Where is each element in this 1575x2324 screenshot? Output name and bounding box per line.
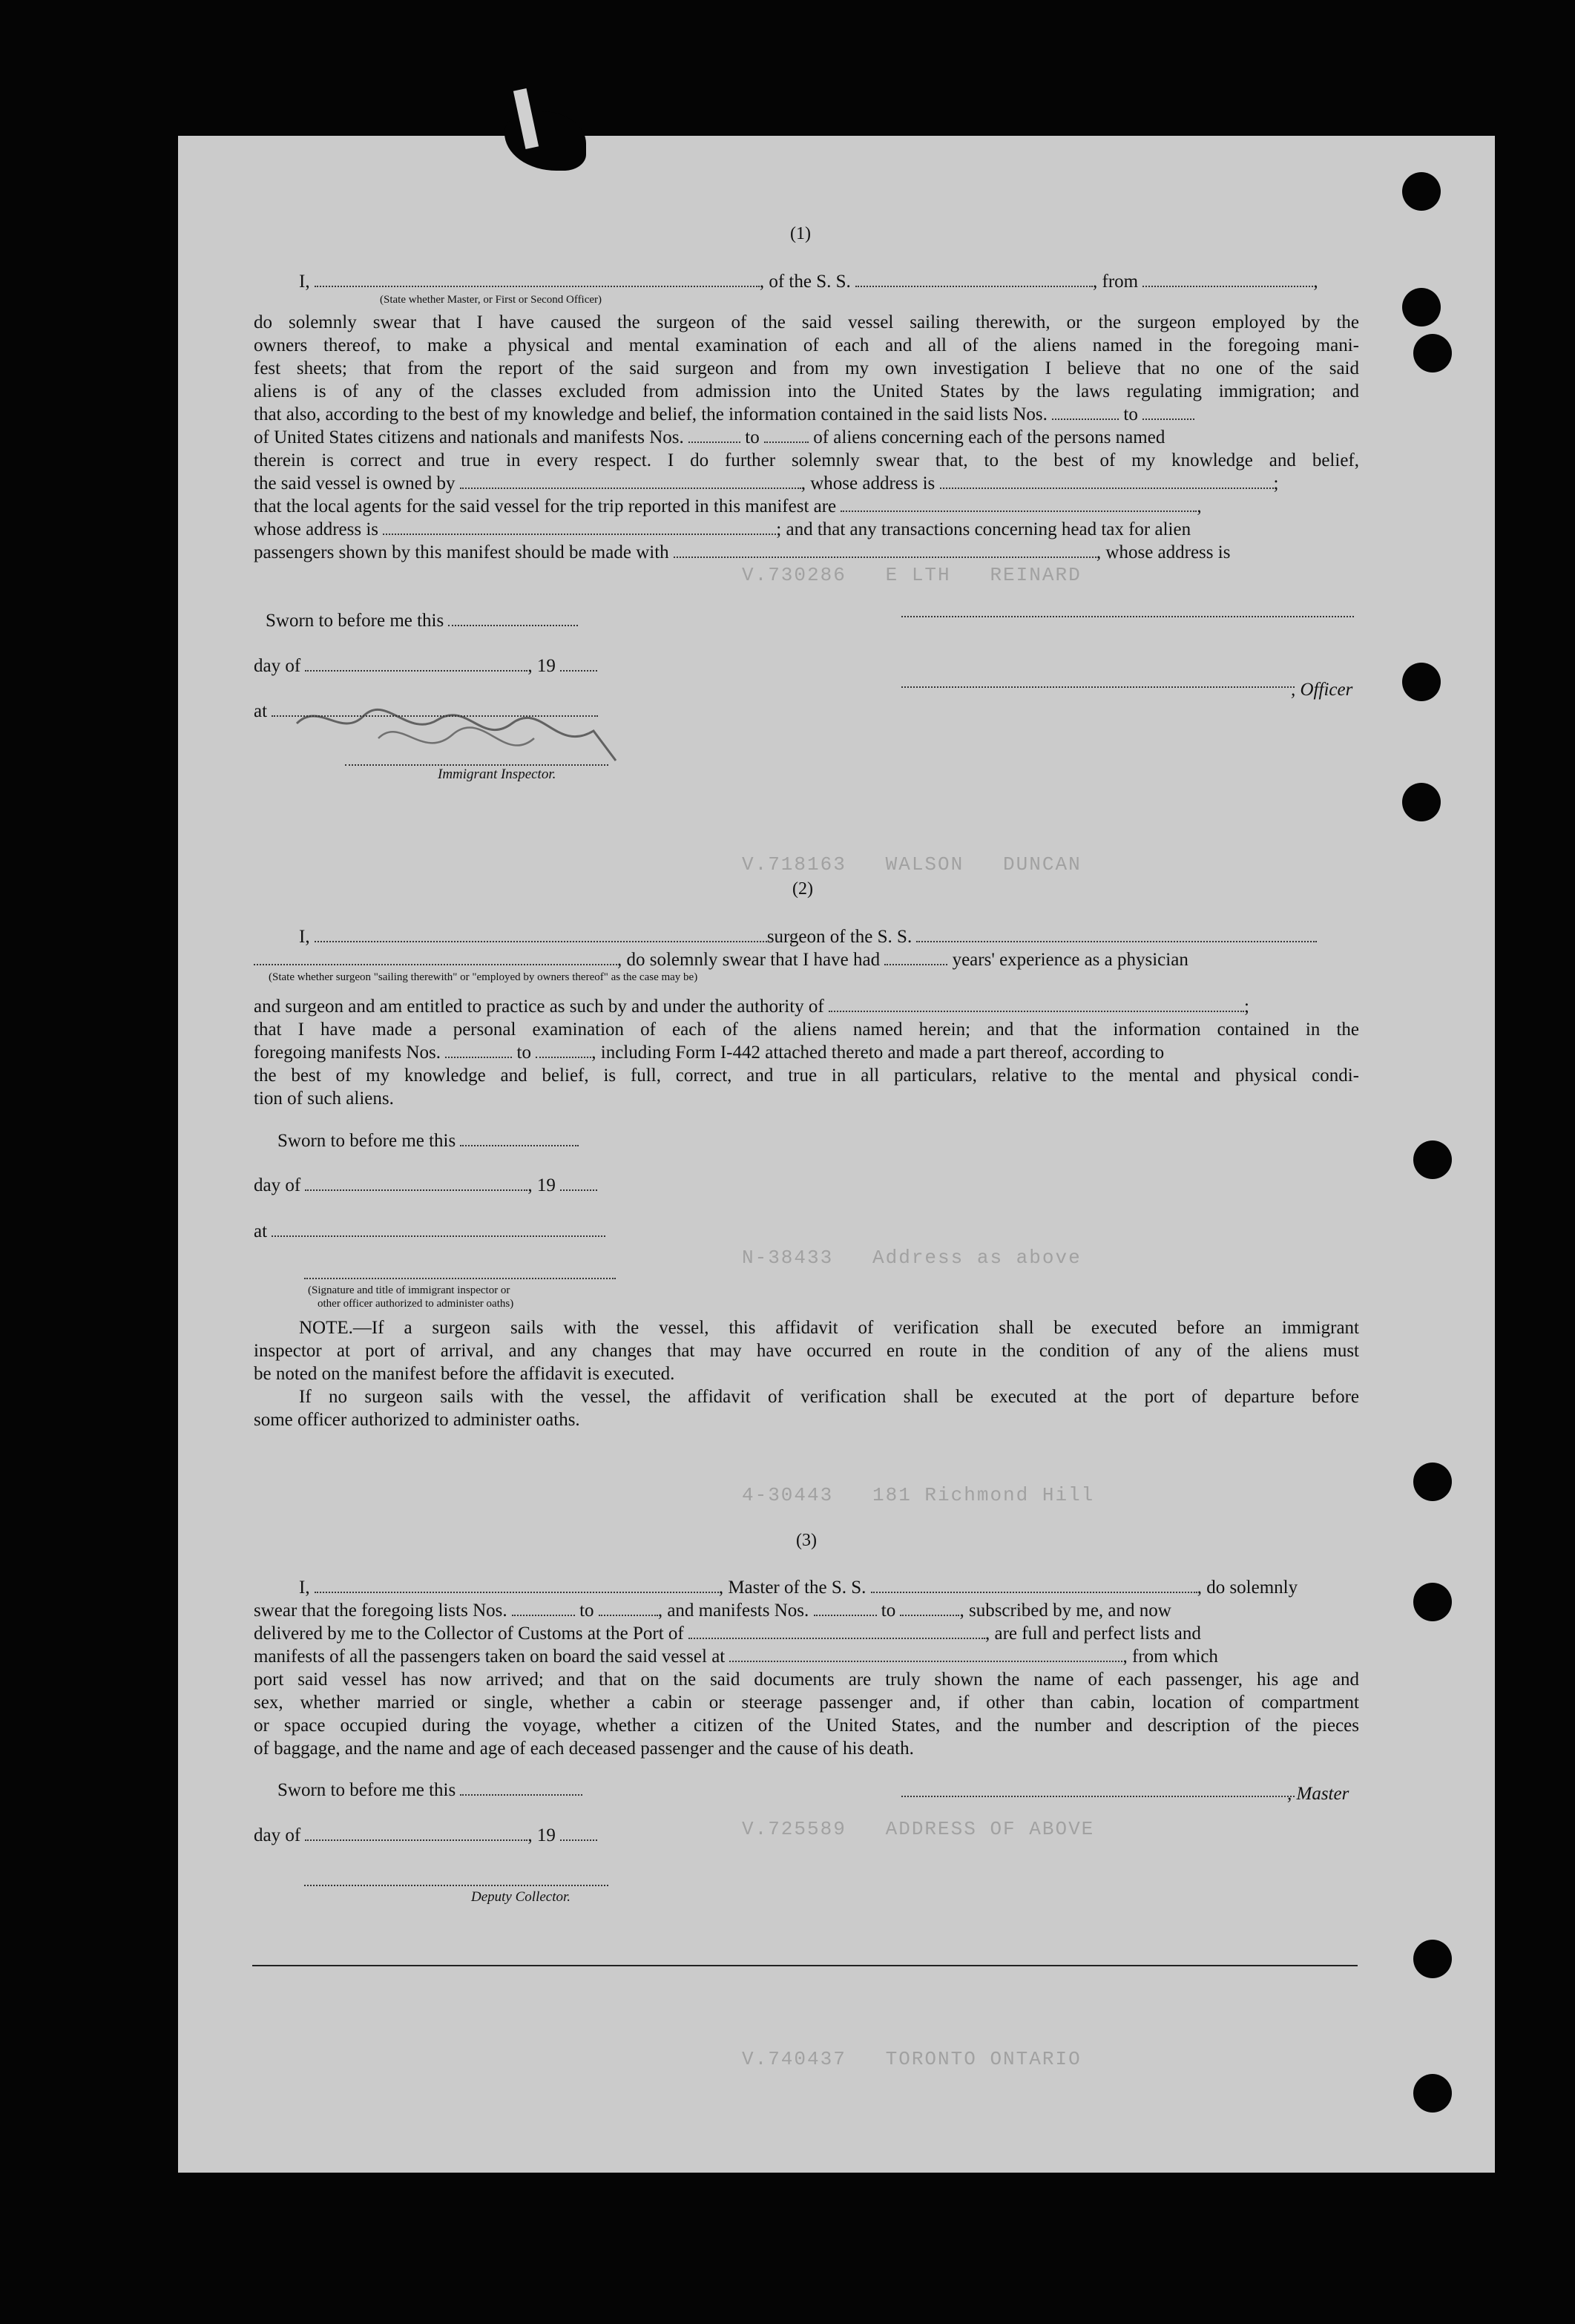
section-2-at-line	[254, 1221, 605, 1243]
section-2-years-text: years' experience as a physician	[952, 950, 1188, 970]
section-1-owner-line	[254, 473, 1278, 495]
bottom-rule	[252, 1965, 1358, 1966]
section-2-manifests-text: foregoing manifests Nos.	[254, 1043, 441, 1063]
section-2-form-line	[254, 1042, 1164, 1064]
section-2-authority-line	[254, 996, 1249, 1018]
section-2-at: at	[254, 1221, 268, 1241]
section-3-to: to	[579, 1601, 594, 1621]
section-1-para-line: fest sheets; that from the report of the said surgeon and from my own investigation I believe that no one of the said	[254, 358, 1359, 378]
section-1-number: (1)	[790, 224, 811, 243]
section-3-port-text: delivered by me to the Collector of Customs at the Port of	[254, 1624, 684, 1644]
inspector-signature	[289, 694, 631, 775]
section-1-i: I,	[299, 272, 310, 292]
section-2-note-line: NOTE.—If a surgeon sails with the vessel, this affidavit of verification shall be executed before an immigrant	[299, 1318, 1359, 1338]
section-1-year: , 19	[527, 656, 556, 676]
section-2-sworn-text: Sworn to before me this	[277, 1131, 456, 1151]
section-2-i: I,	[299, 927, 310, 947]
section-3-port-line	[254, 1623, 1201, 1645]
section-1-day-line	[254, 655, 597, 677]
section-1-sworn-text: Sworn to before me this	[266, 611, 444, 631]
section-2-signature-line	[304, 1278, 616, 1279]
section-1-agents-line	[254, 496, 1202, 518]
section-1-sworn-line	[266, 610, 578, 632]
punch-hole	[1413, 1140, 1452, 1179]
section-2-swear-text: , do solemnly swear that I have had	[617, 950, 881, 970]
section-1-officer-label: , Officer	[1291, 680, 1353, 700]
section-2-sig-hint-2: other officer authorized to administer oaths)	[318, 1298, 514, 1310]
section-3-lists-line	[254, 1600, 1171, 1622]
section-1-owner-label: the said vessel is owned by	[254, 473, 456, 493]
section-3-day-of: day of	[254, 1825, 301, 1845]
section-1-lists-text: that also, according to the best of my knowledge and belief, the information contained in the said lists Nos.	[254, 404, 1048, 424]
section-1-manifests-line	[254, 427, 1165, 449]
section-1-agents-label: that the local agents for the said vessel for the trip reported in this manifest are	[254, 496, 837, 516]
section-3-para-line: port said vessel has now arrived; and that on the said documents are truly shown the name of each passenger, his age and	[254, 1670, 1359, 1690]
section-3-vessel-line	[254, 1646, 1218, 1668]
section-1-day-of: day of	[254, 656, 301, 676]
section-1-at: at	[254, 701, 268, 721]
section-1-para-line: do solemnly swear that I have caused the surgeon of the said vessel sailing therewith, or the surgeon employed by the	[254, 312, 1359, 332]
section-1-to: to	[1123, 404, 1138, 424]
punch-hole	[1413, 1463, 1452, 1501]
section-3-manifests-text: , and manifests Nos.	[657, 1601, 809, 1621]
section-1-inspector-signature-line	[345, 764, 608, 766]
section-3-subscribed-text: , subscribed by me, and now	[959, 1601, 1171, 1621]
section-1-from-label: , from	[1093, 272, 1139, 292]
section-3-perfect-lists-text: , are full and perfect lists and	[985, 1624, 1201, 1644]
section-3-sworn-text: Sworn to before me this	[277, 1780, 456, 1800]
section-1-para-line: owners thereof, to make a physical and mental examination of each and all of the aliens named in the foregoing mani-	[254, 335, 1359, 355]
section-1-head-tax-line	[254, 542, 1230, 564]
section-2-year: , 19	[527, 1175, 556, 1195]
punch-hole	[1402, 288, 1441, 326]
section-2-note-line: some officer authorized to administer oaths.	[254, 1410, 580, 1430]
section-1-semicolon: ;	[1273, 473, 1279, 493]
section-3-i: I,	[299, 1578, 310, 1598]
section-3-para-line: sex, whether married or single, whether a cabin or steerage passenger and, if other than cabin, location of compartment	[254, 1693, 1359, 1713]
bleed-through-text: V.740437 TORONTO ONTARIO	[742, 2048, 1082, 2070]
punch-hole	[1413, 2074, 1452, 2113]
section-1-manifests-text: of United States citizens and nationals and manifests Nos.	[254, 427, 684, 447]
section-1-lists-line	[254, 404, 1194, 426]
section-3-vessel-text: manifests of all the passengers taken on board the said vessel at	[254, 1647, 726, 1667]
section-3-master-signature-line	[901, 1796, 1295, 1797]
punch-hole	[1402, 663, 1441, 701]
bleed-through-text: V.718163 WALSON DUNCAN	[742, 853, 1082, 876]
section-2-to: to	[516, 1043, 531, 1063]
section-3-para-line: of baggage, and the name and age of each deceased passenger and the cause of his death.	[254, 1739, 914, 1759]
bleed-through-text: V.725589 ADDRESS OF ABOVE	[742, 1818, 1095, 1840]
punch-hole	[1402, 172, 1441, 211]
section-3-master-label: , Master of the S. S.	[718, 1578, 867, 1598]
section-2-para-line: the best of my knowledge and belief, is full, correct, and true in all particulars, relative to the mental and physical condi-	[254, 1066, 1359, 1086]
bleed-through-text: 4-30443 181 Richmond Hill	[742, 1484, 1095, 1506]
section-1-officer-signature-line	[901, 616, 1354, 617]
section-3-opening-line	[299, 1577, 1298, 1599]
section-2-sworn-line	[277, 1130, 579, 1152]
section-1-officer-signature-line	[901, 686, 1295, 688]
section-2-note-line: If no surgeon sails with the vessel, the affidavit of verification shall be executed at the port of departure before	[299, 1387, 1359, 1407]
section-1-agent-address-label: whose address is	[254, 519, 379, 539]
punch-hole	[1402, 783, 1441, 821]
bleed-through-text: N-38433 Address as above	[742, 1247, 1082, 1269]
section-1-ship-label: , of the S. S.	[759, 272, 851, 292]
section-1-owner-address-label: , whose address is	[800, 473, 936, 493]
section-2-para-line: tion of such aliens.	[254, 1089, 394, 1109]
section-2-hint: (State whether surgeon "sailing therewith" or "employed by owners thereof" as the case may be)	[269, 971, 698, 983]
section-2-day-line	[254, 1175, 597, 1197]
section-2-sig-hint-1: (Signature and title of immigrant inspector or	[308, 1284, 510, 1296]
section-2-day-of: day of	[254, 1175, 301, 1195]
section-1-opening-line: I, , of the S. S. , from ,	[299, 272, 1318, 292]
section-1-comma: ,	[1197, 496, 1202, 516]
section-3-number: (3)	[796, 1531, 817, 1550]
section-1-head-tax-address-label: , whose address is	[1096, 542, 1231, 562]
section-2-note-line: be noted on the manifest before the affidavit is executed.	[254, 1364, 675, 1384]
bleed-through-text: V.730286 E LTH REINARD	[742, 564, 1082, 586]
section-1-inspector-label: Immigrant Inspector.	[438, 767, 556, 782]
punch-hole	[1413, 1583, 1452, 1621]
section-1-para-line: aliens is of any of the classes excluded from admission into the United States by the laws regulating immigration; and	[254, 381, 1359, 401]
section-3-master-role: , Master	[1287, 1784, 1349, 1804]
section-2-experience-line	[254, 949, 1188, 971]
section-3-year: , 19	[527, 1825, 556, 1845]
section-1-to: to	[745, 427, 760, 447]
section-3-collector-signature-line	[304, 1885, 608, 1886]
section-1-head-tax-label: passengers shown by this manifest should be made with	[254, 542, 669, 562]
section-1-role-hint: (State whether Master, or First or Second Officer)	[380, 294, 602, 306]
section-1-manifests-text-b: of aliens concerning each of the persons named	[813, 427, 1165, 447]
section-2-note-line: inspector at port of arrival, and any changes that may have occurred en route in the condition of any of the aliens must	[254, 1341, 1359, 1361]
section-2-semicolon: ;	[1244, 997, 1249, 1017]
section-3-para-line: or space occupied during the voyage, whether a citizen of the United States, and the number and description of the pieces	[254, 1716, 1359, 1736]
section-3-collector-label: Deputy Collector.	[471, 1889, 571, 1905]
section-3-day-line	[254, 1825, 597, 1847]
punch-hole	[1413, 1940, 1452, 1978]
section-3-lists-text: swear that the foregoing lists Nos.	[254, 1601, 507, 1621]
section-3-sworn-line	[277, 1779, 582, 1802]
section-3-swear-text: , do solemnly	[1197, 1578, 1298, 1598]
section-1-agent-address-line	[254, 519, 1191, 541]
section-3-from-which-text: , from which	[1122, 1647, 1218, 1667]
section-2-surgeon-label: surgeon of the S. S.	[766, 927, 913, 947]
section-2-authority-text: and surgeon and am entitled to practice as such by and under the authority of	[254, 997, 824, 1017]
section-1-head-tax-text: ; and that any transactions concerning head tax for alien	[776, 519, 1191, 539]
punch-hole	[1413, 334, 1452, 372]
section-1-para-line: therein is correct and true in every respect. I do further solemnly swear that, to the best of my knowledge and belief,	[254, 450, 1359, 470]
section-3-to-2: to	[881, 1601, 896, 1621]
section-2-number: (2)	[792, 879, 813, 899]
section-2-para-line: that I have made a personal examination of each of the aliens named herein; and that the information contained in the	[254, 1020, 1359, 1040]
section-2-opening-line	[299, 926, 1317, 948]
section-2-form-text: , including Form I-442 attached thereto and made a part thereof, according to	[591, 1043, 1165, 1063]
